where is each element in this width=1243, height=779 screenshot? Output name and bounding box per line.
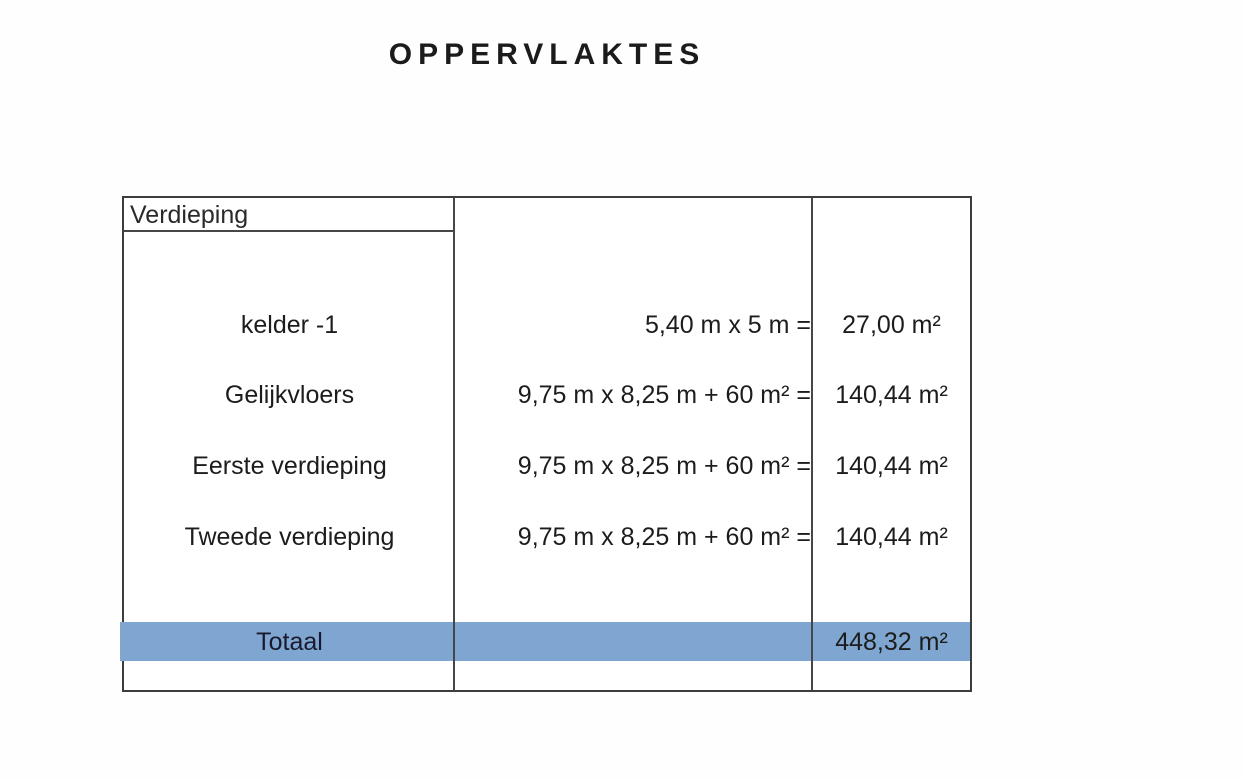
total-label: Totaal xyxy=(256,627,323,656)
floor-area: 140,44 m² xyxy=(835,380,948,409)
total-area: 448,32 m² xyxy=(835,627,948,656)
floor-area: 140,44 m² xyxy=(835,451,948,480)
floor-area: 140,44 m² xyxy=(835,522,948,551)
table-row xyxy=(124,360,970,430)
total-row xyxy=(124,607,970,677)
column-divider-2 xyxy=(811,198,813,690)
floor-formula: 9,75 m x 8,25 m + 60 m² = xyxy=(517,522,811,551)
table-row xyxy=(124,431,970,501)
floor-formula: 9,75 m x 8,25 m + 60 m² = xyxy=(517,380,811,409)
floor-formula: 5,40 m x 5 m = xyxy=(644,310,811,339)
areas-table xyxy=(122,196,972,692)
floor-area: 27,00 m² xyxy=(842,310,941,339)
page-title: OPPERVLAKTES xyxy=(388,38,706,71)
floor-label: kelder -1 xyxy=(240,310,339,339)
column-divider-1 xyxy=(453,198,455,690)
table-row xyxy=(124,290,970,360)
floor-label: Tweede verdieping xyxy=(184,522,395,551)
floor-label: Gelijkvloers xyxy=(224,380,355,409)
table-row xyxy=(124,502,970,572)
table-header-verdieping: Verdieping xyxy=(124,198,453,232)
floor-formula: 9,75 m x 8,25 m + 60 m² = xyxy=(517,451,811,480)
floor-label: Eerste verdieping xyxy=(192,451,387,480)
